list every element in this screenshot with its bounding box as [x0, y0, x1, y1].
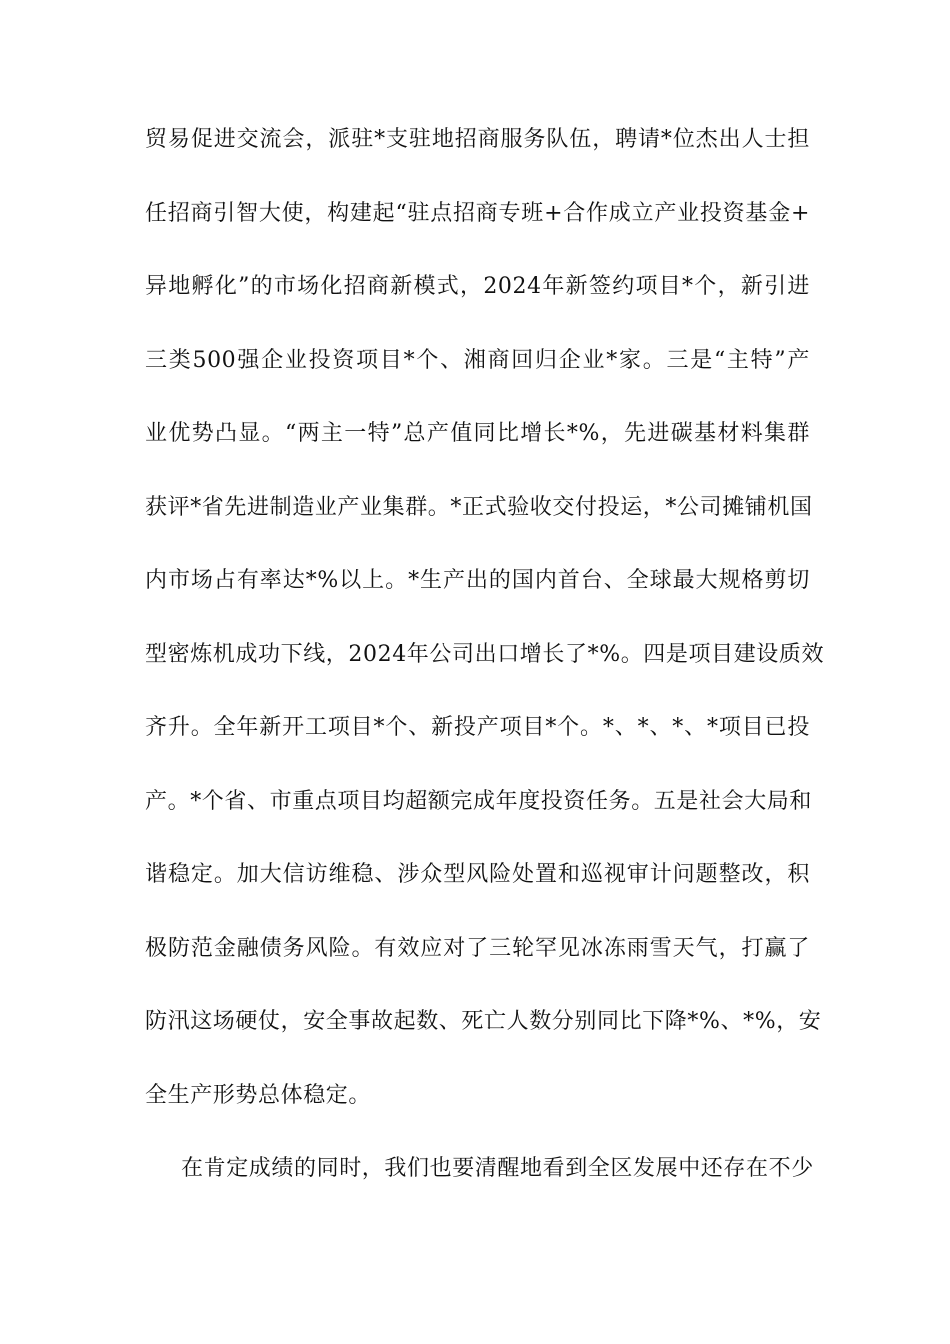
- paragraph-line: 业优势凸显。“两主一特”总产值同比增长*%，先进碳基材料集群: [145, 421, 810, 446]
- paragraph-line: 型密炼机成功下线，2024年公司出口增长了*%。四是项目建设质效: [145, 641, 825, 667]
- paragraph-line: 极防范金融债务风险。有效应对了三轮罕见冰冻雨雪天气，打赢了: [145, 935, 810, 961]
- body-text: [145, 117, 825, 1220]
- paragraph-line: 内市场占有率达*%以上。*生产出的国内首台、全球最大规格剪切: [145, 568, 810, 593]
- paragraph-line: 贸易促进交流会，派驻*支驻地招商服务队伍，聘请*位杰出人士担: [145, 127, 810, 152]
- paragraph-line: 防汛这场硬仗，安全事故起数、死亡人数分别同比下降*%、*%，安: [145, 1009, 822, 1034]
- paragraph-line: 获评*省先进制造业产业集群。*正式验收交付投运，*公司摊铺机国: [145, 494, 813, 520]
- paragraph-line: 谐稳定。加大信访维稳、涉众型风险处置和巡视审计问题整改，积: [145, 862, 810, 887]
- paragraph-line: 任招商引智大使，构建起“驻点招商专班+合作成立产业投资基金+: [145, 200, 810, 226]
- paragraph-line: 齐升。全年新开工项目*个、新投产项目*个。*、*、*、*项目已投: [145, 715, 810, 740]
- paragraph-first-line: 在肯定成绩的同时，我们也要清醒地看到全区发展中还存在不少: [181, 1156, 814, 1181]
- paragraph-line: 三类500强企业投资项目*个、湘商回归企业*家。三是“主特”产: [145, 347, 810, 373]
- paragraph-line: 产。*个省、市重点项目均超额完成年度投资任务。五是社会大局和: [145, 788, 813, 814]
- paragraph-line: 异地孵化”的市场化招商新模式，2024年新签约项目*个，新引进: [145, 274, 810, 299]
- paragraph-last-line: 全生产形势总体稳定。: [145, 1082, 372, 1108]
